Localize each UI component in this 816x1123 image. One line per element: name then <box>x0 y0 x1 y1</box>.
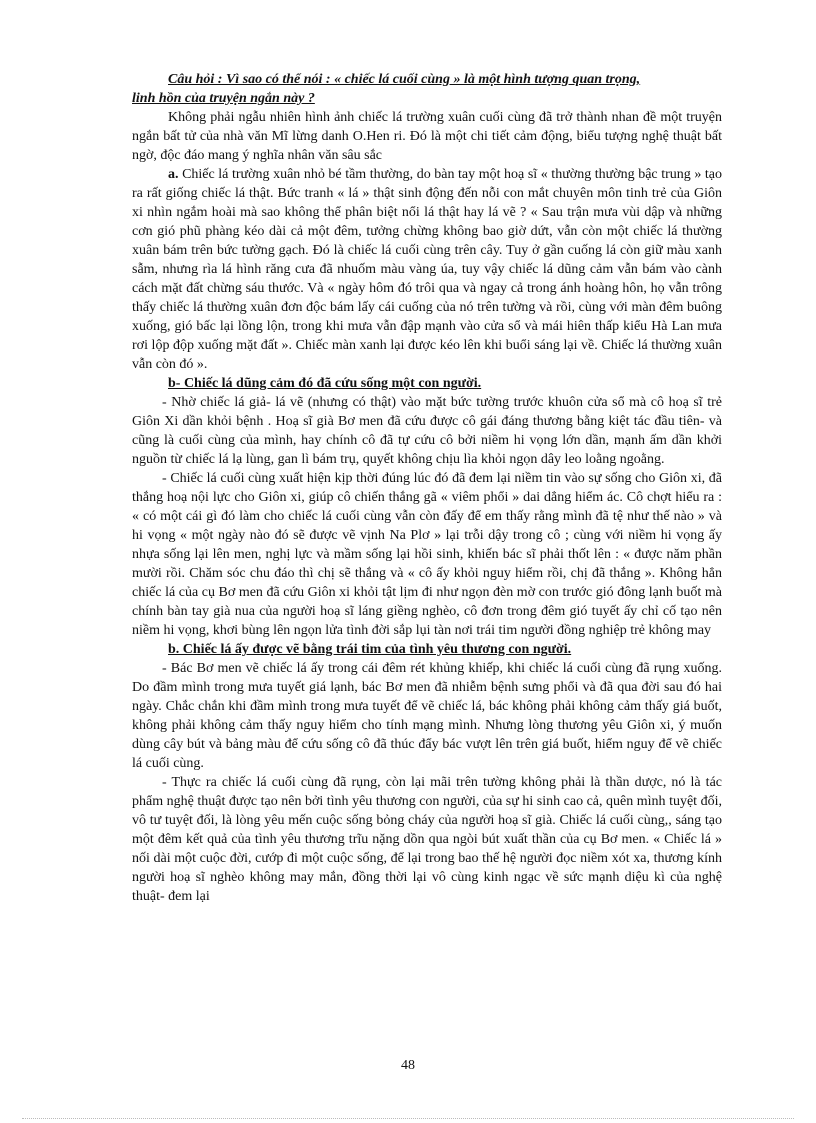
intro-paragraph: Không phải ngẫu nhiên hình ảnh chiếc lá trường xuân cuối cùng đã trở thành nhan đề một truyện ngắn bất tử của nhà văn Mĩ lừng danh O.Hen ri. Đó là một chi tiết cảm động, biểu tượng nghệ thuật bất ngờ, độc đáo mang ý nghĩa nhân văn sâu sắc <box>132 110 722 163</box>
section-b1-paragraph-2: - Chiếc lá cuối cùng xuất hiện kịp thời đúng lúc đó đã đem lại niềm tin vào sự sống cho Giôn xi, đã thắng hoạ nội lực cho Giôn xi, giúp cô chiến thắng gã « viêm phổi » dai dẳng hiểm ác. Cô chợt hiểu ra : « có một cái gì đó làm cho chiếc lá cuối cùng vẫn còn đấy để em thấy rằng mình đã tệ như thế nào » và hi vọng « một ngày nào đó sẽ được vẽ vịnh Na Plơ » lại trỗi dậy trong cô ; cùng với niềm hi vọng ấy nhựa sống lại lên men, nghị lực và mầm sống lại hồi sinh, khiến bác sĩ phải thốt lên : « được năm phần mười rồi. Chăm sóc chu đáo thì chị sẽ thắng và « cô ấy khỏi nguy hiểm rồi, chị đã thắng ». Không hẳn chiếc lá của cụ Bơ men đã cứu Giôn xi khỏi tật lịm đi như ngọn đèn mờ con trước gió đông lạnh buốt mà chính bàn tay già nua của người hoạ sĩ láng giềng nghèo, cô đơn trong đêm gió tuyết ấy chỉ cố tạo nên niềm hi vọng, khơi bùng lên ngọn lửa tình đời sắp lụi tàn nơi trái tim người đồng nghiệp trẻ không may <box>132 471 722 638</box>
section-b2-heading: b. Chiếc lá ấy được vẽ bằng trái tim của tình yêu thương con người. <box>168 642 572 657</box>
section-b2-paragraph-1: - Bác Bơ men vẽ chiếc lá ấy trong cái đêm rét khủng khiếp, khi chiếc lá cuối cùng đã rụng xuống. Do đầm mình trong mưa tuyết giá lạnh, bác Bơ men đã nhiễm bệnh sưng phổi và đã qua đời sau đó hai ngày. Chắc chắn khi đầm mình trong mưa tuyết để vẽ chiếc lá, bác không phải không cảm thấy giá buốt, không phải không cảm thấy nguy hiểm cho tính mạng mình. Nhưng lòng thương yêu Giôn xi, ý muốn dùng cây bút và bảng màu để cứu sống cô đã thúc đẩy bác vượt lên trên giá buốt, hiểm nguy để vẽ chiếc lá cuối cùng. <box>132 661 722 771</box>
section-a-label: a. <box>168 167 179 182</box>
section-b1-heading: b- Chiếc lá dũng cảm đó đã cứu sống một con người. <box>168 376 482 391</box>
question-line-2: linh hồn của truyện ngắn này ? <box>132 91 315 106</box>
section-a-text: Chiếc lá trường xuân nhỏ bé tầm thường, do bàn tay một hoạ sĩ « thường thường bậc trung » tạo ra rất giống chiếc lá thật. Bức tranh « lá » thật sinh động đến nỗi con mắt chuyên môn tinh trẻ của Giôn xi nhìn ngắm hoài mà sao không thể phân biệt nổi lá thật hay lá vẽ ? « Sau trận mưa vùi dập và những cơn gió phũ phàng kéo dài cả một đêm, tưởng chừng không bao giờ dứt, vẫn còn một chiếc lá thường xuân bám trên bức tường gạch. Đó là chiếc lá cuối cùng trên cây. Tuy ở gần cuống lá còn giữ màu xanh sẫm, nhưng rìa lá hình răng cưa đã nhuốm màu vàng úa, tuy vậy chiếc lá dũng cảm vẫn bám vào cành cách mặt đất chừng sáu thước. Và « ngày hôm đó trôi qua và ngay cả trong ánh hoàng hôn, họ vẫn trông thấy chiếc lá thường xuân đơn độc bám lấy cái cuống của nó trên tường và rồi, cùng với màn đêm buông xuống, gió bấc lại lồng lộn, trong khi mưa vẫn đập mạnh vào cửa sổ và mái hiên thấp kiểu Hà Lan mưa rơi lộp độp xuống mặt đất ». Chiếc màn xanh lại được kéo lên khi buổi sáng lại về. Chiếc lá thường xuân vẫn còn đó ». <box>132 167 722 372</box>
section-a-paragraph <box>132 165 722 374</box>
page-bottom-rule <box>22 1118 794 1119</box>
question-heading <box>132 70 722 108</box>
page-number: 48 <box>401 1058 415 1073</box>
question-line-1: Câu hỏi : Vì sao có thể nói : « chiếc lá cuối cùng » là một hình tượng quan trọng, <box>168 72 641 87</box>
section-b2-paragraph-2: - Thực ra chiếc lá cuối cùng đã rụng, còn lại mãi trên tường không phải là thần dược, nó là tác phẩm nghệ thuật được tạo nên bởi tình yêu thương con người, của sự hi sinh cao cả, quên mình tuyệt đối, vô tư tuyệt đối, là lòng yêu mến cuộc sống bỏng cháy của người hoạ sĩ già. Chiếc lá cuối cùng,, sáng tạo một đêm kết quả của tình yêu thương trĩu nặng dồn qua ngòi bút xuất thần của cụ Bơ men. « Chiếc lá » nối dài một cuộc đời, cướp đi một cuộc sống, để lại trong bao thế hệ người đọc niềm xót xa, thương kính người hoạ sĩ nghèo không may mắn, đồng thời lại vô cùng kinh ngạc về sức mạnh diệu kì của nghệ thuật- đem lại <box>132 775 722 904</box>
section-b1-paragraph-1: - Nhờ chiếc lá giả- lá vẽ (nhưng có thật) vào mặt bức tường trước khuôn cửa sổ mà cô hoạ sĩ trẻ Giôn Xi dần khỏi bệnh . Hoạ sĩ già Bơ men đã cứu được cô gái đáng thương bằng kiệt tác đầu tiên- và cũng là cuối cùng của mình, hay chính cô đã tự cứu cô bởi niềm hi vọng lớn dần, mạnh ấm dần khởi nguồn từ chiếc lá lạ lùng, gan lì bám trụ, quyết không chịu lìa khỏi ngọn dây leo loằng ngoằng. <box>132 395 722 467</box>
document-page <box>132 70 722 906</box>
